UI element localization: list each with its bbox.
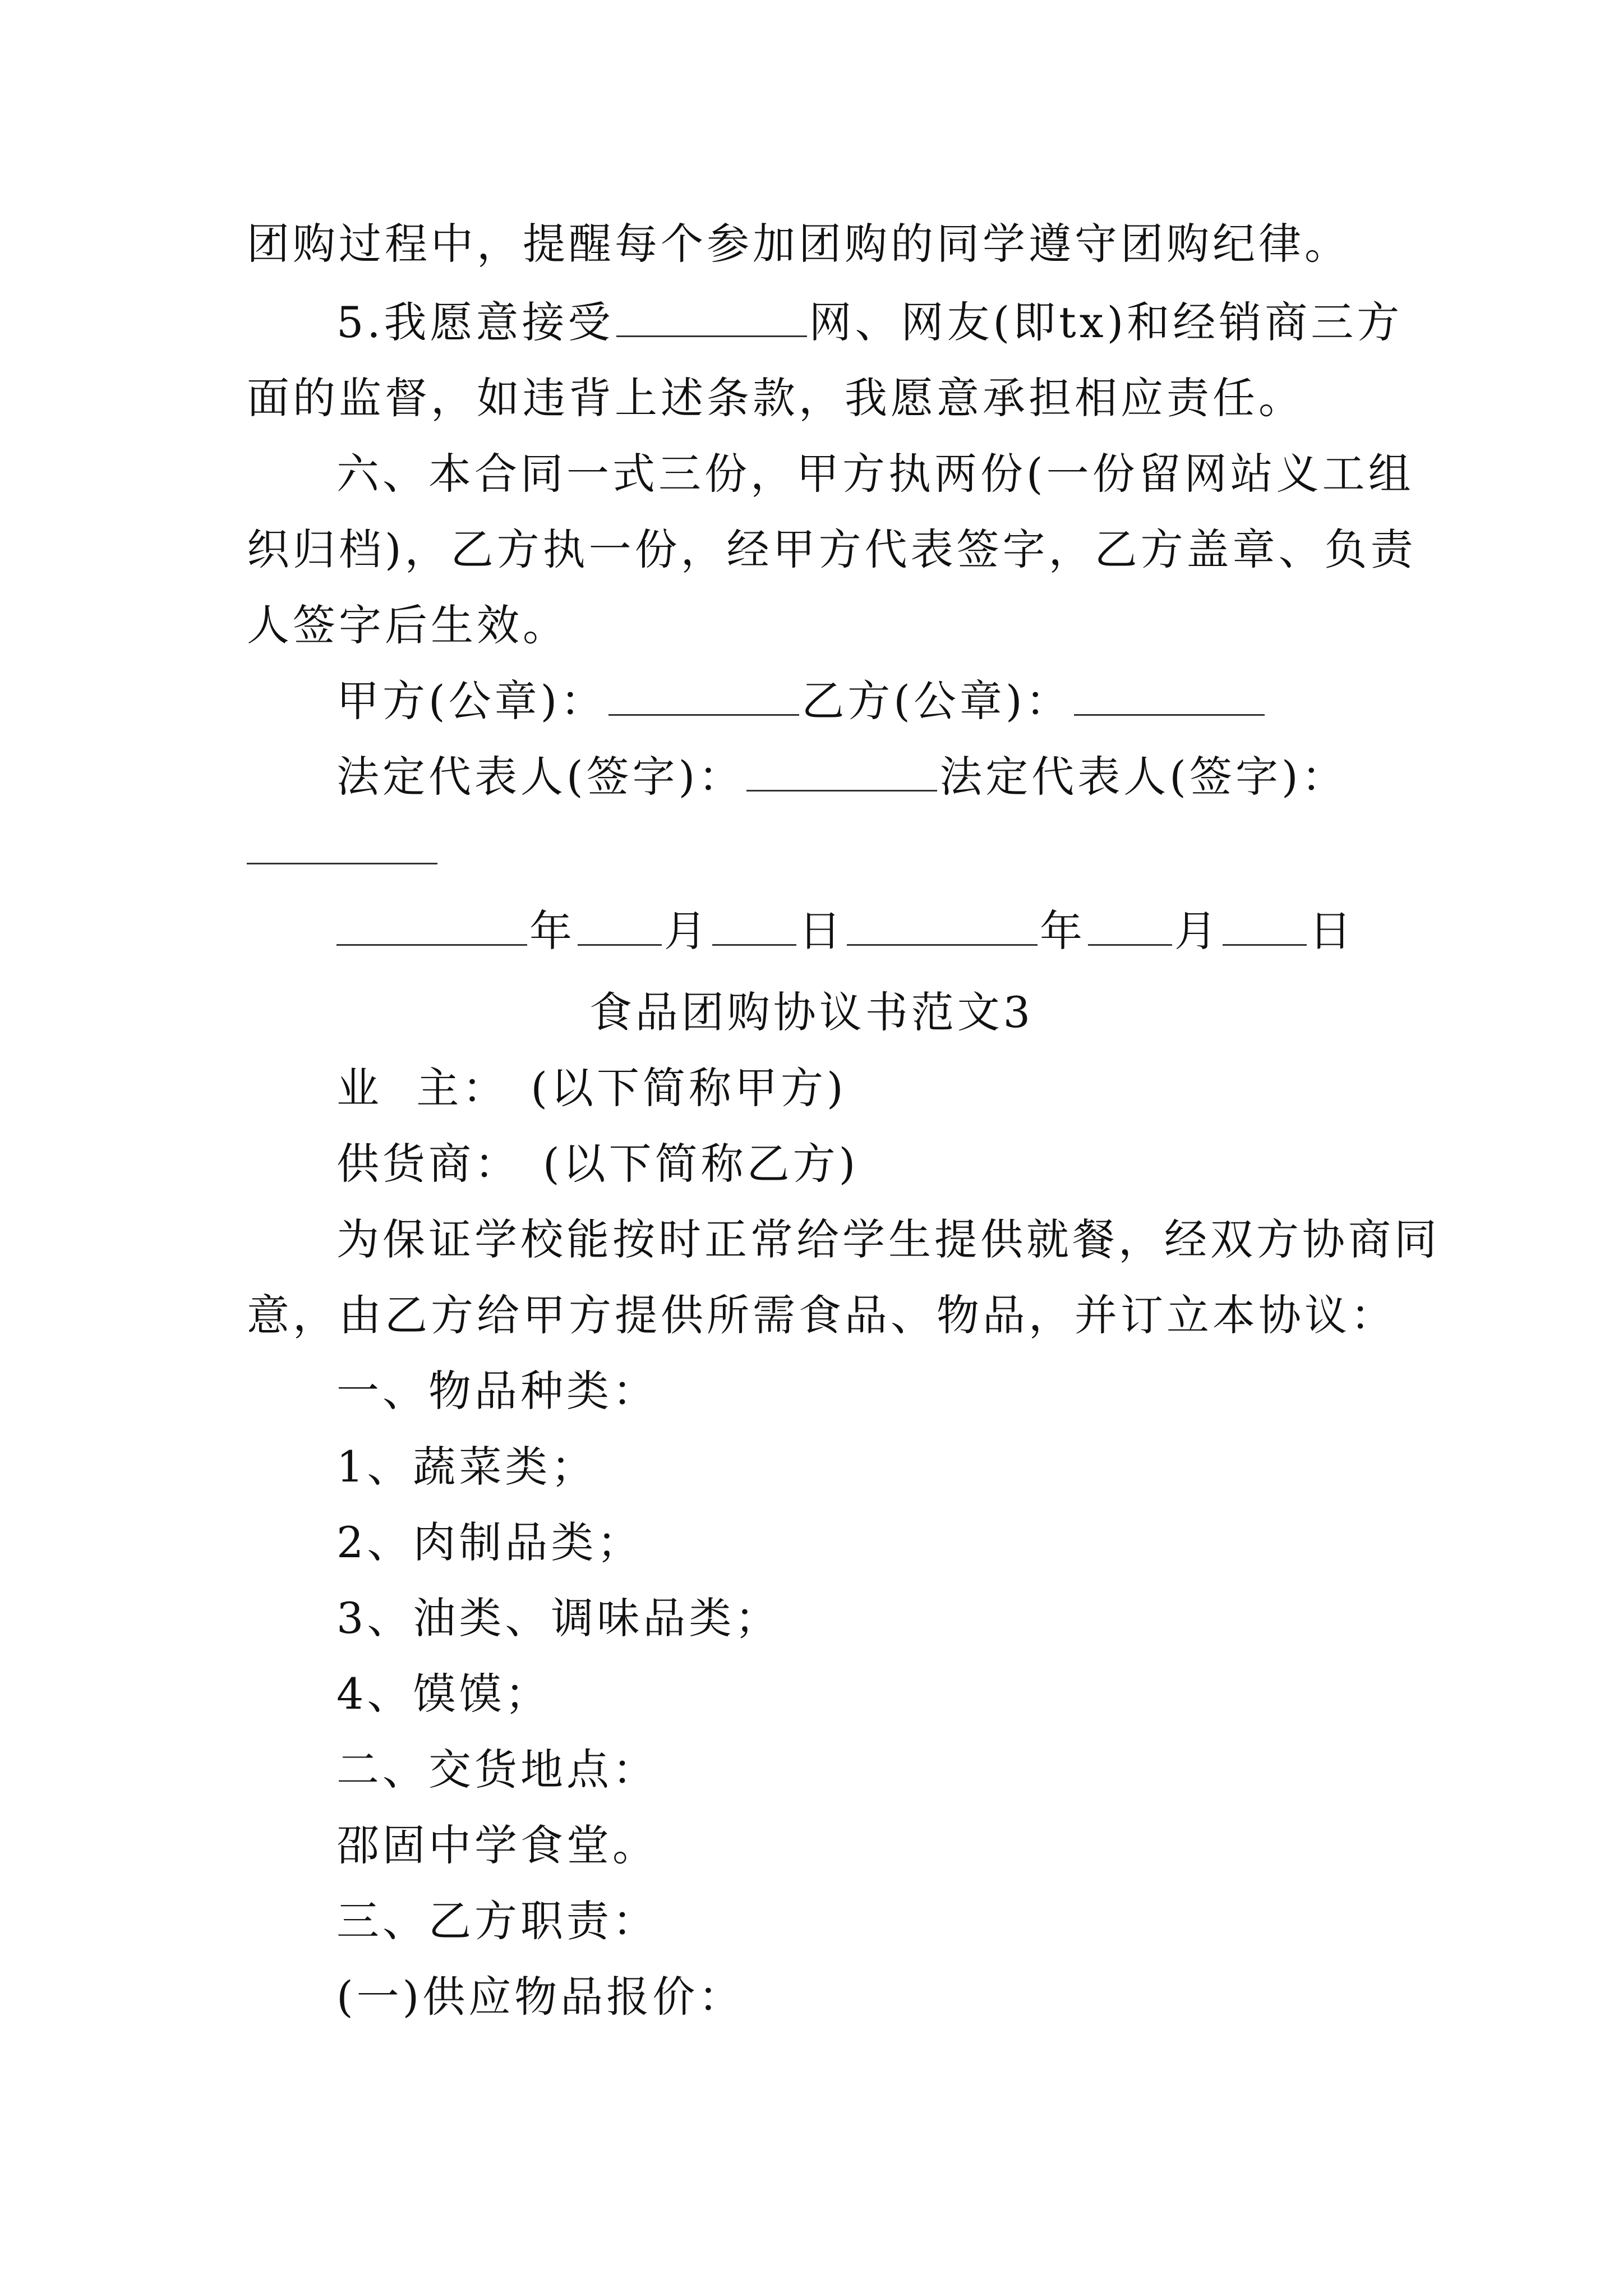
owner-line <box>336 1060 847 1116</box>
item-5-text-b: 网、网友(即tx)和经销商三方 <box>809 297 1403 347</box>
section-1-heading: 一、物品种类： <box>336 1366 658 1416</box>
intro-line-1: 为保证学校能按时正常给学生提供就餐，经双方协商同 <box>336 1214 1440 1264</box>
section-1-item: 2、肉制品类； <box>336 1517 643 1567</box>
intro-line-2: 意，由乙方给甲方提供所需食品、物品，并订立本协议： <box>247 1290 1396 1340</box>
section-2-heading: 二、交货地点： <box>336 1745 658 1795</box>
blank-day-a <box>712 944 796 946</box>
section-1-item: 1、蔬菜类； <box>336 1442 597 1492</box>
month-label-a: 月 <box>664 906 710 956</box>
party-b-seal-label: 乙方(公章)： <box>801 676 1072 726</box>
legal-rep-b-label: 法定代表人(签字)： <box>939 752 1348 802</box>
owner-label: 业 主： <box>336 1063 509 1113</box>
supplier-note: (以下简称乙方) <box>543 1139 859 1189</box>
blank-legal-rep-a <box>746 790 937 792</box>
blank-legal-rep-b <box>247 863 437 864</box>
paragraph-line: 团购过程中，提醒每个参加团购的同学遵守团购纪律。 <box>247 219 1350 269</box>
blank-day-b <box>1223 944 1307 946</box>
day-label-b: 日 <box>1309 906 1355 956</box>
year-label-b: 年 <box>1040 906 1086 956</box>
section-1-item: 4、馍馍； <box>336 1669 551 1719</box>
item-6-line-3: 人签字后生效。 <box>247 600 569 650</box>
section-3-subheading: (一)供应物品报价： <box>336 1972 745 2022</box>
section-2-value: 邵固中学食堂。 <box>336 1820 658 1870</box>
blank-party-b-seal <box>1074 714 1265 716</box>
party-a-seal-label: 甲方(公章)： <box>336 676 607 726</box>
item-5-line-1 <box>336 295 1403 351</box>
blank-year-a <box>336 944 527 946</box>
section-3-heading: 三、乙方职责： <box>336 1896 658 1946</box>
blank-month-b <box>1088 944 1172 946</box>
owner-note: (以下简称甲方) <box>531 1063 847 1113</box>
item-5-text-a: 5.我愿意接受 <box>336 297 614 347</box>
blank-month-a <box>578 944 662 946</box>
supplier-line <box>336 1136 859 1192</box>
blank-website-name <box>616 335 807 337</box>
item-6-line-2: 织归档)，乙方执一份，经甲方代表签字，乙方盖章、负责 <box>247 524 1417 574</box>
blank-party-a-seal <box>608 714 799 716</box>
year-label-a: 年 <box>529 906 575 956</box>
item-5-line-2: 面的监督，如违背上述条款，我愿意承担相应责任。 <box>247 373 1304 423</box>
section-title: 食品团购协议书范文3 <box>589 987 1034 1037</box>
day-label-a: 日 <box>799 906 845 956</box>
section-1-item: 3、油类、调味品类； <box>336 1593 781 1643</box>
month-label-b: 月 <box>1174 906 1220 956</box>
blank-year-b <box>847 944 1038 946</box>
seal-line <box>336 673 1267 729</box>
date-line <box>336 903 1355 959</box>
item-6-line-1: 六、本合同一式三份，甲方执两份(一份留网站义工组 <box>336 449 1414 499</box>
legal-rep-line <box>336 749 1348 805</box>
supplier-label: 供货商： <box>336 1139 520 1189</box>
legal-rep-b-blank-line <box>247 822 440 878</box>
legal-rep-a-label: 法定代表人(签字)： <box>336 752 745 802</box>
